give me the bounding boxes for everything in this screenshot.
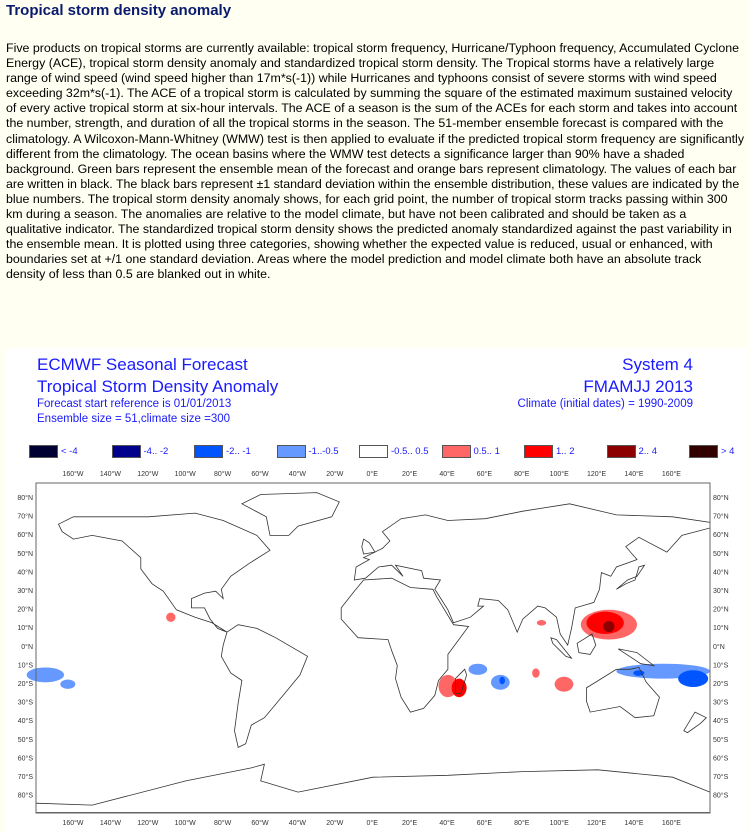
legend-label: 2.. 4 — [638, 446, 657, 457]
coastline-north-america — [59, 513, 271, 632]
anomaly-area — [60, 680, 75, 689]
lat-label: 20°S — [713, 681, 729, 688]
lon-label: 40°W — [288, 471, 307, 478]
lat-label: 10°S — [713, 662, 729, 670]
anomaly-area — [468, 664, 487, 675]
coastline-new-zealand — [684, 712, 707, 733]
lat-label: 40°S — [17, 718, 33, 726]
lon-label: 120°E — [587, 820, 607, 827]
legend-label: -0.5.. 0.5 — [391, 446, 429, 457]
lon-label: 140°W — [99, 471, 121, 478]
lon-label: 160°E — [661, 471, 681, 478]
lon-label: 160°E — [661, 820, 681, 827]
lon-label: 160°W — [62, 471, 84, 478]
anomaly-area — [499, 677, 505, 684]
legend-label: > 4 — [721, 446, 735, 457]
lat-label: 20°N — [713, 606, 729, 614]
anomaly-area — [537, 620, 546, 626]
lon-label: 40°E — [439, 820, 455, 827]
coastline-borneo — [577, 634, 596, 654]
lon-label: 60°W — [251, 471, 269, 478]
lon-label: 60°E — [476, 471, 493, 478]
lat-label: 80°N — [17, 495, 33, 502]
map-frame — [36, 483, 710, 813]
climate-label: Climate (initial dates) = 1990-2009 — [517, 398, 693, 410]
ensemble-size: Ensemble size = 51,climate size =300 — [37, 413, 231, 425]
lat-label: 70°S — [17, 774, 33, 781]
lon-label: 80°W — [213, 471, 232, 478]
lon-label: 40°W — [288, 820, 307, 827]
lat-label: 50°S — [17, 736, 33, 744]
lon-label: 20°W — [326, 471, 344, 478]
lat-label: 20°S — [17, 681, 33, 688]
lat-label: 60°S — [713, 755, 729, 763]
lat-label: 70°S — [713, 774, 729, 781]
lat-label: 60°S — [17, 755, 33, 763]
lon-label: 60°E — [476, 820, 493, 827]
lat-label: 0°N — [713, 643, 725, 651]
lon-label: 60°W — [251, 820, 269, 827]
coastline-eurasia — [354, 504, 710, 645]
period-label: FMAMJJ 2013 — [583, 377, 693, 396]
lon-label: 100°E — [549, 471, 569, 478]
lat-label: 10°S — [17, 662, 33, 670]
legend-label: < -4 — [61, 446, 78, 457]
lon-label: 100°E — [549, 820, 569, 827]
anomaly-area — [555, 677, 574, 692]
lat-label: 40°N — [17, 569, 33, 577]
lat-label: 20°N — [17, 606, 33, 614]
lat-label: 40°S — [713, 718, 729, 726]
lat-label: 10°N — [17, 625, 33, 633]
lat-label: 10°N — [713, 625, 729, 633]
lon-label: 40°E — [439, 471, 455, 478]
lon-label: 20°E — [401, 471, 418, 478]
lat-label: 80°N — [713, 495, 729, 502]
lat-label: 40°N — [713, 569, 729, 577]
chart-title-2: Tropical Storm Density Anomaly — [37, 377, 279, 396]
anomaly-area — [603, 621, 614, 632]
lon-label: 160°W — [62, 820, 84, 827]
coastline-uk — [362, 539, 375, 554]
legend-label: 1.. 2 — [556, 446, 575, 457]
lat-label: 30°S — [713, 699, 729, 707]
lon-label: 80°E — [514, 471, 530, 478]
forecast-start: Forecast start reference is 01/01/2013 — [37, 398, 232, 410]
lon-label: 20°E — [401, 820, 418, 827]
lat-label: 50°N — [17, 550, 33, 558]
anomaly-area — [532, 668, 539, 677]
lon-label: 140°W — [99, 820, 121, 827]
page-title: Tropical storm density anomaly — [6, 2, 232, 19]
legend-label: -4.. -2 — [143, 446, 169, 457]
lon-label: 120°W — [137, 820, 159, 827]
lon-label: 80°E — [514, 820, 530, 827]
lon-label: 0°E — [366, 471, 378, 478]
anomaly-area — [166, 613, 175, 622]
lon-label: 80°W — [213, 820, 232, 827]
lat-label: 60°N — [17, 532, 33, 540]
lon-label: 120°E — [587, 471, 607, 478]
coastline-greenland — [242, 493, 339, 536]
lon-label: 100°W — [174, 471, 196, 478]
lat-label: 30°S — [17, 699, 33, 707]
lat-label: 30°N — [713, 588, 729, 595]
legend-label: -2.. -1 — [226, 446, 251, 457]
anomaly-area — [678, 670, 708, 687]
lon-label: 100°W — [174, 820, 196, 827]
lat-label: 50°N — [713, 550, 729, 558]
coastline-south-america — [221, 625, 307, 748]
lat-label: 50°S — [713, 736, 729, 744]
legend-label: -1..-0.5 — [308, 446, 339, 457]
lat-label: 70°N — [713, 513, 729, 521]
lon-label: 120°W — [137, 471, 159, 478]
system-label: System 4 — [622, 355, 693, 374]
coastline-antarctica — [36, 764, 710, 812]
lon-label: 140°E — [624, 471, 644, 478]
coastline-japan — [616, 565, 644, 589]
lat-label: 70°N — [17, 513, 33, 521]
lat-label: 60°N — [713, 532, 729, 540]
lon-label: 140°E — [624, 820, 644, 827]
lat-label: 0°N — [21, 643, 33, 651]
lat-label: 30°N — [17, 588, 33, 595]
description: Five products on tropical storms are currently available: tropical storm frequency, Hurricane/Typhoon frequency, Accumulated Cyclone Energy (ACE), tropical storm density anomaly and standardized tropical storm density. The Tropical storms have a relatively large range of wind speed (wind speed higher than 17m*s(-1)) while Hurricanes and typhoons consist of severe storms with wind speed exceeding 32m*s(-1). The ACE of a tropical storm is calculated by summing the square of the estimated maximum sustained velocity of every active tropical storm at six-hour intervals. The ACE of a season is the sum of the ACEs for each storm and takes into account the number, strength, and duration of all the tropical storms in the season. The 51-member ensemble forecast is compared with the climatology. A Wilcoxon-Mann-Whitney (WMW) test is then applied to evaluate if the predicted tropical storm frequency are significantly different from the climatology. The ocean basins where the WMW test detects a significance larger than 90% have a shaded background. Green bars represent the ensemble mean of the forecast and orange bars represent climatology. The values of each bar are written in black. The black bars represent ±1 standard deviation within the ensemble distribution, these values are indicated by the blue numbers. The tropical storm density anomaly shows, for each grid point, the number of tropical storm tracks passing within 300 km during a season. The anomalies are relative to the model climate, but have not been calibrated and should be taken as a qualitative indicator. The standardized tropical storm density shows the predicted anomaly standardized against the past variability in the ensemble mean. It is plotted using three categories, showing whether the expected value is reduced, usual or enhanced, with boundaries set at +/1 one standard deviation. Areas where the model prediction and model climate both have an absolute track density of less than 0.5 are blanked out in white. — [6, 41, 745, 282]
legend-label: 0.5.. 1 — [473, 446, 500, 457]
lat-label: 80°S — [17, 792, 33, 800]
lat-label: 80°S — [713, 792, 729, 800]
coastline-new-guinea — [618, 649, 654, 666]
lon-label: 20°W — [326, 820, 344, 827]
chart-title-1: ECMWF Seasonal Forecast — [37, 355, 248, 374]
lon-label: 0°E — [366, 820, 378, 827]
